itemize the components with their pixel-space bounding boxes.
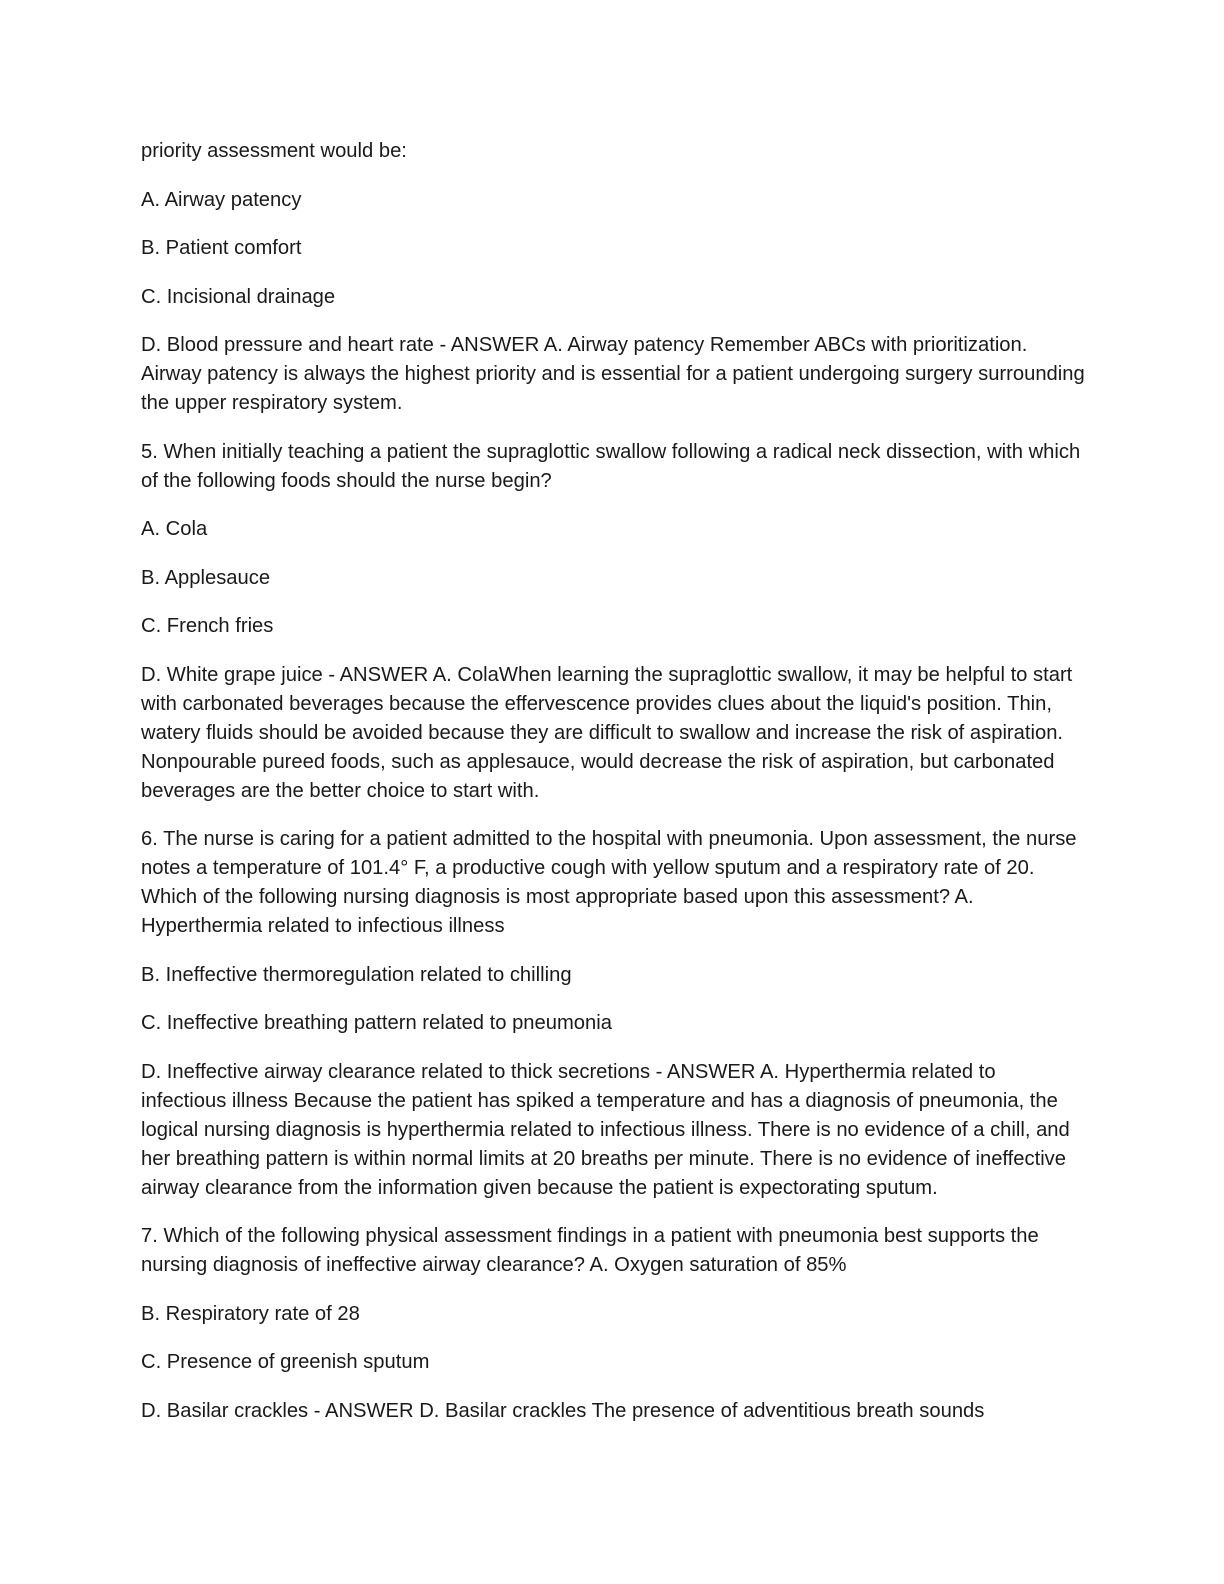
answer-option: C. Incisional drainage bbox=[141, 285, 336, 308]
answer-option: C. Ineffective breathing pattern related to pneumonia bbox=[141, 1012, 612, 1034]
document-body bbox=[141, 137, 1086, 1445]
answer-option: C. French fries bbox=[141, 615, 274, 637]
answer-option-with-rationale: D. Basilar crackles - ANSWER D. Basilar crackles The presence of adventitious breath sounds bbox=[141, 1399, 985, 1422]
answer-option: B. Applesauce bbox=[141, 566, 271, 589]
answer-option: C. Presence of greenish sputum bbox=[141, 1351, 430, 1373]
question-stem: 6. The nurse is caring for a patient admitted to the hospital with pneumonia. Upon assessment, the nurse notes a temperature of 101.4° F, a productive cough with yellow sputum and a respiratory rate of 20. Which of the following nursing diagnosis is most appropriate based upon this assessment? A. Hyperthermia related to infectious illness bbox=[141, 828, 1077, 937]
question-stem-continuation: priority assessment would be: bbox=[141, 140, 407, 162]
answer-option-with-rationale: D. Ineffective airway clearance related to thick secretions - ANSWER A. Hyperthermia related to infectious illness Because the patient has spiked a temperature and has a diagnosis of pneumonia, the logical nursing diagnosis is hyperthermia related to infectious illness. There is no evidence of a chill, and her breathing pattern is within normal limits at 20 breaths per minute. There is no evidence of ineffective airway clearance from the information given because the patient is expectorating sputum. bbox=[141, 1060, 1070, 1199]
answer-option-with-rationale: D. Blood pressure and heart rate - ANSWER A. Airway patency Remember ABCs with prioritization. Airway patency is always the highest priority and is essential for a patient undergoing surgery surrounding the upper respiratory system. bbox=[141, 334, 1085, 414]
answer-option: B. Ineffective thermoregulation related to chilling bbox=[141, 963, 572, 986]
answer-option: A. Airway patency bbox=[141, 188, 302, 211]
answer-option: B. Patient comfort bbox=[141, 237, 302, 259]
answer-option-with-rationale: D. White grape juice - ANSWER A. ColaWhen learning the supraglottic swallow, it may be helpful to start with carbonated beverages because the effervescence provides clues about the liquid's position. Thin, watery fluids should be avoided because they are difficult to swallow and increase the risk of aspiration. Nonpourable pureed foods, such as applesauce, would decrease the risk of aspiration, but carbonated beverages are the better choice to start with. bbox=[141, 663, 1073, 802]
answer-option: B. Respiratory rate of 28 bbox=[141, 1302, 360, 1325]
question-stem: 7. Which of the following physical assessment findings in a patient with pneumonia best supports the nursing diagnosis of ineffective airway clearance? A. Oxygen saturation of 85% bbox=[141, 1225, 1039, 1276]
answer-option: A. Cola bbox=[141, 518, 208, 540]
question-stem: 5. When initially teaching a patient the supraglottic swallow following a radical neck dissection, with which of the following foods should the nurse begin? bbox=[141, 440, 1081, 492]
